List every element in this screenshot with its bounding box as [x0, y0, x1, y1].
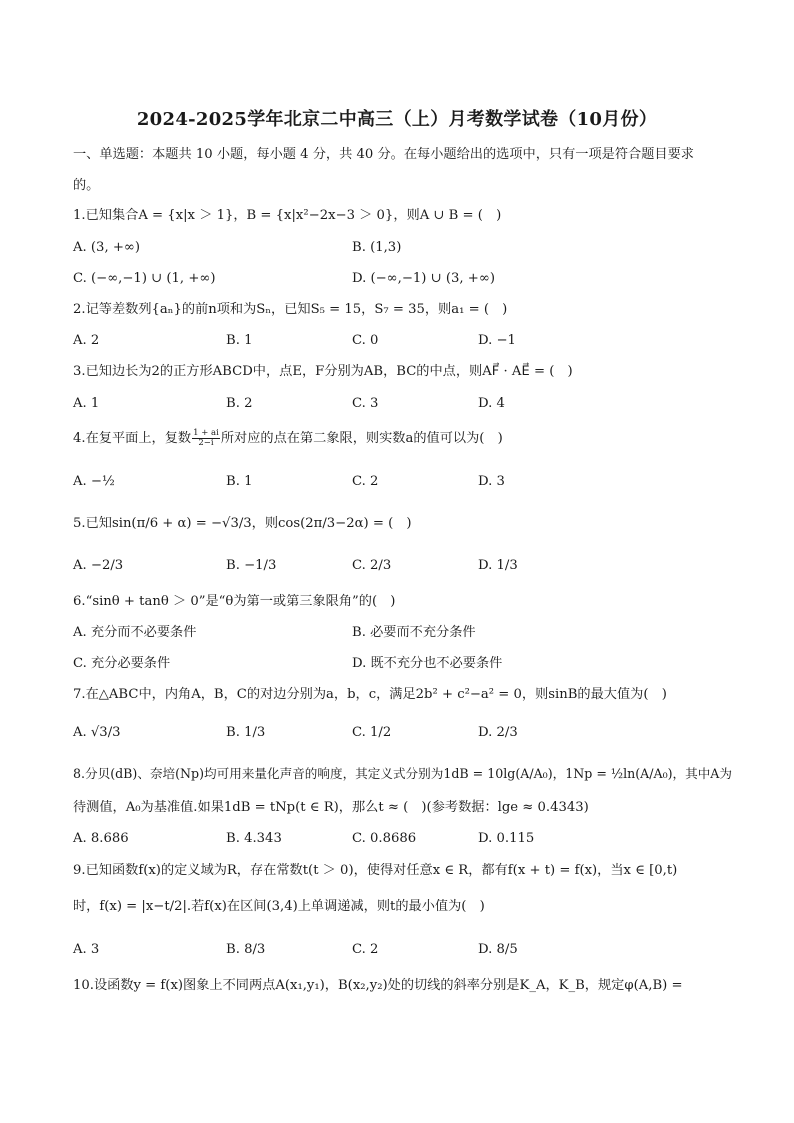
q7-option-b: B. 1/3: [226, 725, 266, 740]
q2-option-b: B. 1: [226, 333, 253, 348]
page-title: 2024-2025学年北京二中高三（上）月考数学试卷（10月份）: [136, 109, 658, 130]
q6-option-c: C. 充分必要条件: [73, 656, 171, 671]
q6-option-a: A. 充分而不必要条件: [73, 625, 197, 640]
q7-option-a: A. √3/3: [73, 725, 121, 740]
q1-option-c: C. (−∞,−1) ∪ (1, +∞): [73, 271, 216, 286]
q2-option-a: A. 2: [73, 333, 100, 348]
q5-option-c: C. 2/3: [352, 558, 392, 573]
q8-option-a: A. 8.686: [73, 831, 129, 846]
q3-option-b: B. 2: [226, 396, 253, 411]
q4-option-a: A. −½: [73, 474, 115, 489]
question-3-stem: 3.已知边长为2的正方形ABCD中，点E，F分别为AB，BC的中点，则AF⃗ · AE⃗ = ( ): [73, 364, 573, 379]
question-2-stem: 2.记等差数列{aₙ}的前n项和为Sₙ，已知S₅ = 15，S₇ = 35，则a₁ = ( ): [73, 302, 508, 317]
q4-frac-denominator: 2−i: [198, 438, 214, 448]
question-6-stem: 6.“sinθ + tanθ ＞ 0”是“θ为第一或第三象限角”的( ): [73, 594, 396, 609]
q2-option-c: C. 0: [352, 333, 379, 348]
q4-stem-pre: 4.在复平面上，复数: [73, 431, 192, 446]
q3-option-a: A. 1: [73, 396, 100, 411]
question-1-stem: 1.已知集合A = {x|x ＞ 1}，B = {x|x²−2x−3 ＞ 0}，则A ∪ B = ( ): [73, 208, 502, 223]
q6-option-d: D. 既不充分也不必要条件: [352, 656, 503, 671]
q9-option-c: C. 2: [352, 942, 379, 957]
q3-option-c: C. 3: [352, 396, 379, 411]
question-8-stem-line2: 待测值，A₀为基准值.如果1dB = tNp(t ∈ R)，那么t ≈ ( )(参考数据：lge ≈ 0.4343): [73, 800, 589, 815]
q4-option-b: B. 1: [226, 474, 253, 489]
question-10-stem: 10.设函数y = f(x)图象上不同两点A(x₁,y₁)，B(x₂,y₂)处的切线的斜率分别是K_A，K_B，规定φ(A,B) =: [73, 978, 683, 993]
q8-option-b: B. 4.343: [226, 831, 282, 846]
q1-option-d: D. (−∞,−1) ∪ (3, +∞): [352, 271, 495, 286]
q9-option-a: A. 3: [73, 942, 100, 957]
q9-option-d: D. 8/5: [478, 942, 518, 957]
q3-option-d: D. 4: [478, 396, 505, 411]
q7-option-c: C. 1/2: [352, 725, 392, 740]
question-9-stem-line1: 9.已知函数f(x)的定义域为R，存在常数t(t ＞ 0)，使得对任意x ∈ R，都有f(x + t) = f(x)，当x ∈ [0,t): [73, 863, 678, 878]
q9-option-b: B. 8/3: [226, 942, 266, 957]
question-4-stem: [73, 429, 503, 448]
q5-option-a: A. −2/3: [73, 558, 124, 573]
q4-frac-numerator: 1 + ai: [193, 428, 219, 438]
q4-option-d: D. 3: [478, 474, 505, 489]
q2-option-d: D. −1: [478, 333, 516, 348]
question-8-stem-line1: 8.分贝(dB)、奈培(Np)均可用来量化声音的响度，其定义式分别为1dB = 10lg(A/A₀)，1Np = ½ln(A/A₀)，其中A为: [73, 766, 732, 781]
q4-option-c: C. 2: [352, 474, 379, 489]
q7-option-d: D. 2/3: [478, 725, 518, 740]
q4-fraction: [192, 429, 220, 448]
section-heading-line1: 一、单选题：本题共 10 小题，每小题 4 分，共 40 分。在每小题给出的选项中，只有一项是符合题目要求: [73, 147, 694, 162]
question-9-stem-line2: 时，f(x) = |x−t/2|.若f(x)在区间(3,4)上单调递减，则t的最小值为( ): [73, 899, 485, 914]
q5-option-b: B. −1/3: [226, 558, 277, 573]
question-7-stem: 7.在△ABC中，内角A，B，C的对边分别为a，b，c，满足2b² + c²−a² = 0，则sinB的最大值为( ): [73, 687, 667, 702]
q4-stem-post: 所对应的点在第二象限，则实数a的值可以为( ): [220, 431, 503, 446]
q1-option-a: A. (3, +∞): [73, 240, 141, 255]
q8-option-d: D. 0.115: [478, 831, 535, 846]
question-5-stem: 5.已知sin(π/6 + α) = −√3/3，则cos(2π/3−2α) = ( ): [73, 516, 412, 531]
section-heading-line2: 的。: [73, 178, 100, 193]
q5-option-d: D. 1/3: [478, 558, 518, 573]
q1-option-b: B. (1,3): [352, 240, 402, 255]
q6-option-b: B. 必要而不充分条件: [352, 625, 476, 640]
q8-option-c: C. 0.8686: [352, 831, 417, 846]
